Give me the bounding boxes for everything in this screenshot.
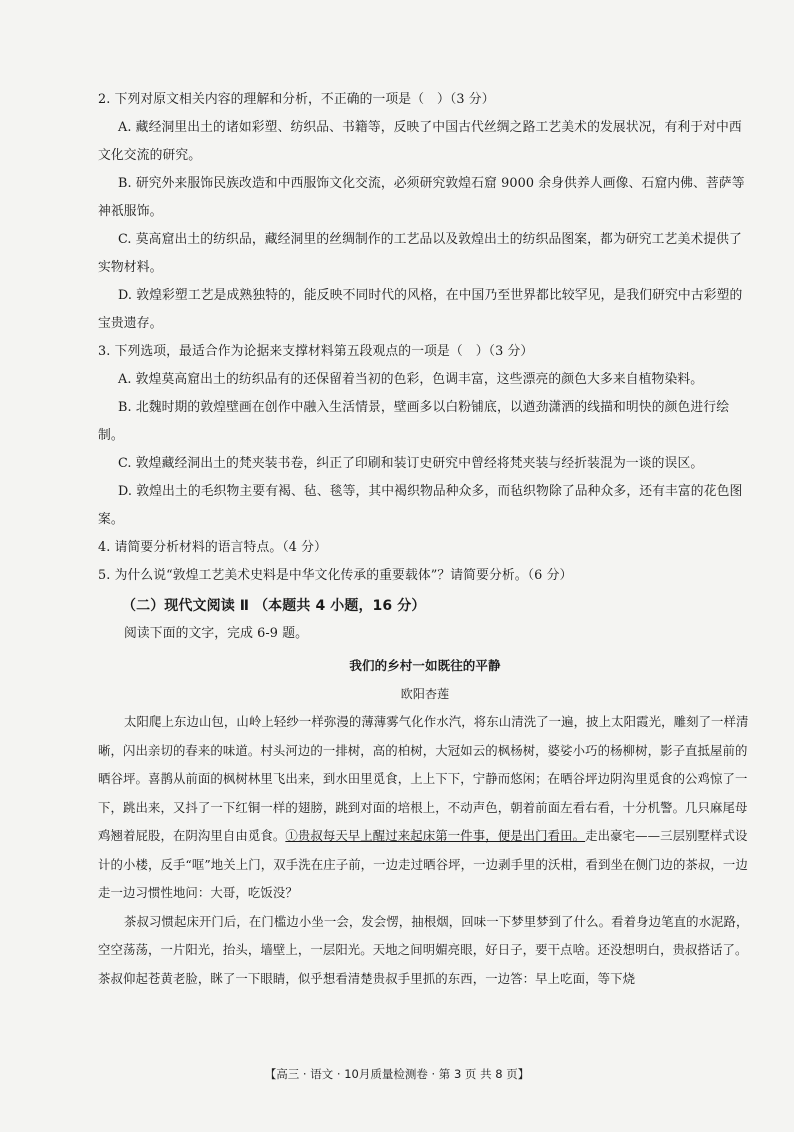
question-2-stem: 2. 下列对原文相关内容的理解和分析，不正确的一项是（ ）（3 分） [98, 92, 495, 107]
question-5: 5. 为什么说“敦煌工艺美术史料是中华文化传承的重要载体”？请简要分析。（6 分） [98, 568, 573, 583]
question-3-stem: 3. 下列选项，最适合作为论据来支撑材料第五段观点的一项是（ ）（3 分） [98, 344, 534, 359]
paragraph-1-text-a: 太阳爬上东边山包，山岭上轻纱一样弥漫的薄薄雾气化作水汽，将东山清洗了一遍，披上太阳霞光，雕刻了一样清晰，闪出亲切的春来的味道。村头河边的一排树，高的柏树，大冠如云的枫杨树，婆娑小巧的杨柳树，影子直抵屋前的晒谷坪。喜鹊从前面的枫树林里飞出来，到水田里觅食，上上下下，宁静而悠闲；在晒谷坪边阴沟里觅食的公鸡惊了一下，跳出来，又抖了一下红铜一样的翅膀，跳到对面的培根上，不动声色，朝着前面左看右看，十分机警。几只麻尾母鸡翘着屁股，在阴沟里自由觅食。 [98, 714, 749, 843]
section-instruction: 阅读下面的文字，完成 6-9 题。 [124, 626, 309, 641]
section-heading: （二）现代文阅读 Ⅱ （本题共 4 小题，16 分） [122, 598, 426, 614]
question-3-option-c: C. 敦煌藏经洞出土的梵夹装书卷，纠正了印刷和装订史研究中曾经将梵夹装与经折装混为一谈的误区。 [118, 456, 704, 471]
reading-passage [98, 652, 752, 993]
question-2-option-c: C. 莫高窟出土的纺织品，藏经洞里的丝绸制作的工艺品以及敦煌出土的纺织品图案，都为研究工艺美术提供了实物材料。 [98, 232, 742, 275]
question-3-option-a: A. 敦煌莫高窟出土的纺织品有的还保留着当初的色彩，色调丰富，这些漂亮的颜色大多来自植物染料。 [118, 372, 704, 387]
question-3-option-b: B. 北魏时期的敦煌壁画在创作中融入生活情景，壁画多以白粉铺底，以遒劲潇洒的线描和明快的颜色进行绘制。 [98, 400, 730, 443]
question-3-option-d: D. 敦煌出土的毛织物主要有褐、毡、毯等，其中褐织物品种众多，而毡织物除了品种众多，还有丰富的花色图案。 [98, 484, 743, 527]
question-2-option-d: D. 敦煌彩塑工艺是成熟独特的，能反映不同时代的风格，在中国乃至世界都比较罕见，是我们研究中古彩塑的宝贵遗存。 [98, 288, 743, 331]
passage-title: 我们的乡村一如既往的平静 [349, 658, 501, 673]
passage-author: 欧阳杏莲 [400, 687, 450, 701]
paragraph-1-text-b: 走出豪宅——三层别墅样式设计的小楼，反手“哐”地关上门，双手洗在庄子前，一边走过晒谷坪，一边剥手里的沃柑，看到坐在侧门边的茶叔，一边走一边习惯性地问：大哥，吃饭没？ [98, 828, 748, 900]
question-2-option-a: A. 藏经洞里出土的诸如彩塑、纺织品、书籍等，反映了中国古代丝绸之路工艺美术的发展状况，有利于对中西文化交流的研究。 [98, 120, 742, 163]
question-2-option-b: B. 研究外来服饰民族改造和中西服饰文化交流，必须研究敦煌石窟 9000 余身供养人画像、石窟内佛、菩萨等神祇服饰。 [98, 176, 745, 219]
page-footer: 【高三 · 语文 · 10月质量检测卷 · 第 3 页 共 8 页】 [264, 1067, 530, 1081]
marked-sentence-1: ①贵叔每天早上醒过来起床第一件事，便是出门看田。 [285, 828, 586, 843]
page-content [98, 86, 752, 993]
question-4: 4. 请简要分析材料的语言特点。（4 分） [98, 540, 327, 555]
passage-paragraph-2: 茶叔习惯起床开门后，在门槛边小坐一会，发会愣，抽根烟，回味一下梦里梦到了什么。看着身边笔直的水泥路，空空荡荡，一片阳光，抬头，墙壁上，一层阳光。天地之间明媚亮眼，好日子，要干点啥。还没想明白，贵叔搭话了。茶叔仰起苍黄老脸，眯了一下眼睛，似乎想看清楚贵叔手里抓的东西，一边答：早上吃面，等下烧 [98, 913, 749, 986]
passage-paragraph-1 [98, 708, 752, 908]
